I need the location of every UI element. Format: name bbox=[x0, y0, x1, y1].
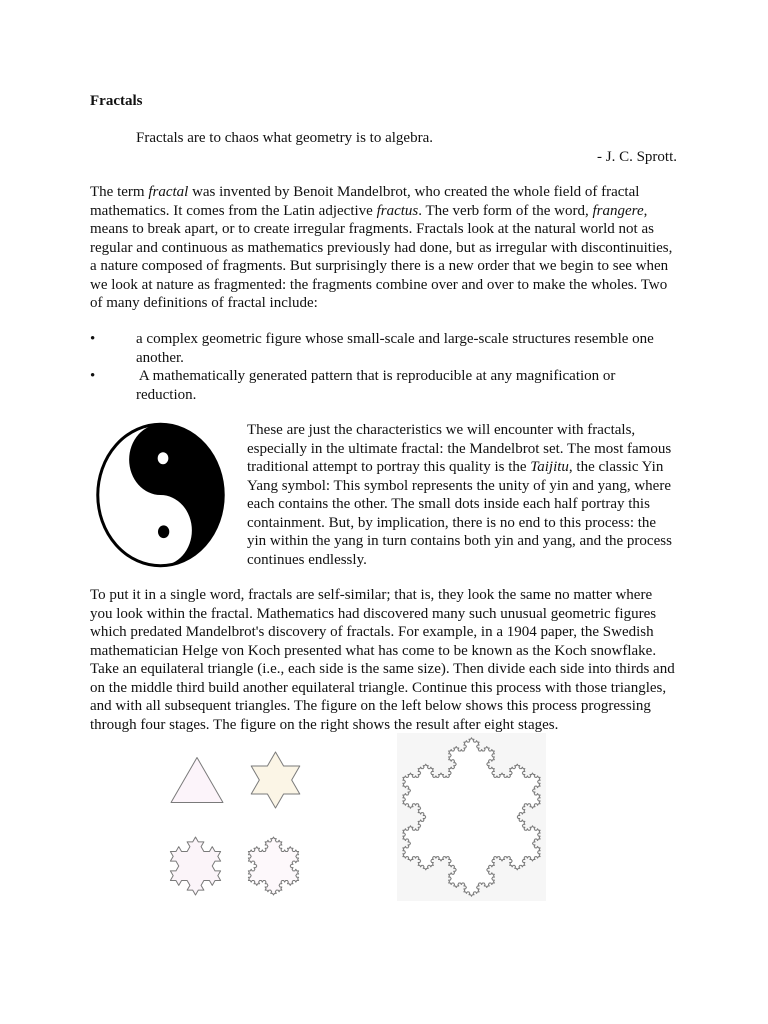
page-title: Fractals bbox=[90, 93, 143, 109]
koch-stage-figure bbox=[248, 751, 303, 809]
italic-term: fractal bbox=[148, 184, 189, 200]
koch-stage-figure bbox=[244, 836, 303, 896]
koch-paragraph bbox=[90, 586, 675, 734]
text-run: was invented by Benoit Mandelbrot, who created the whole field of fractal bbox=[188, 184, 640, 200]
definition-list bbox=[90, 330, 690, 404]
paragraph-line: regular and continuous as mathematics previously had done, but as irregular with discontinuities, bbox=[90, 239, 673, 256]
text-run: . The verb form of the word, bbox=[418, 202, 593, 219]
paragraph-line: To put it in a single word, fractals are self-similar; that is, they look the same no matter where bbox=[90, 587, 653, 603]
koch-outline bbox=[251, 752, 300, 808]
paragraph-line: through four stages. The figure on the right shows the result after eight stages. bbox=[90, 716, 559, 733]
paragraph-line: on the middle third build another equilateral triangle. Continue this process with those triangles, bbox=[90, 679, 667, 696]
bullet-marker: • bbox=[90, 331, 96, 347]
paragraph-line: especially in the ultimate fractal: the Mandelbrot set. The most famous bbox=[247, 440, 672, 457]
text-run: The term bbox=[90, 184, 149, 200]
italic-term: Taijitu bbox=[530, 459, 569, 475]
definition-line: A mathematically generated pattern that is reproducible at any magnification or bbox=[136, 368, 616, 384]
bullet-marker: • bbox=[90, 368, 96, 384]
text-run: , bbox=[643, 202, 648, 219]
paragraph-line: each contains the other. The small dots inside each half portray this bbox=[247, 496, 650, 512]
yin-yang-symbol bbox=[94, 420, 227, 570]
paragraph-line bbox=[90, 183, 672, 202]
paragraph-line: we look at nature as fragmented: the fragments combine over and over to make the wholes. Two bbox=[90, 276, 668, 293]
koch-snowflake-figure bbox=[400, 735, 543, 899]
paragraph-line: a nature composed of fragments. But surprisingly there is a new order that we begin to see when bbox=[90, 258, 669, 274]
intro-paragraph bbox=[90, 183, 672, 313]
paragraph-line: and with all subsequent triangles. The figure on the left below shows this process progressing bbox=[90, 698, 651, 714]
paragraph-line: yin within the yang in turn contains both yin and yang, and the process bbox=[247, 533, 672, 549]
definition-text bbox=[136, 330, 690, 367]
definition-line: reduction. bbox=[136, 386, 197, 403]
koch-stage-figure bbox=[170, 755, 224, 805]
paragraph-line: means to break apart, or to create irregular fragments. Fractals look at the natural world not as bbox=[90, 221, 654, 237]
paragraph-line: of many definitions of fractal include: bbox=[90, 295, 318, 311]
text-run: traditional attempt to portray this quality is the bbox=[247, 459, 531, 475]
koch-outline bbox=[170, 837, 220, 895]
koch-outline bbox=[248, 837, 298, 895]
koch-outline bbox=[171, 758, 223, 803]
paragraph-line: mathematician Helge von Koch presented what has come to be known as the Koch snowflake. bbox=[90, 642, 657, 659]
epigraph-quote: Fractals are to chaos what geometry is to algebra. bbox=[136, 130, 433, 146]
definition-line: a complex geometric figure whose small-scale and large-scale structures resemble one bbox=[136, 331, 654, 347]
definition-line: another. bbox=[136, 349, 184, 366]
text-run: mathematics. It comes from the Latin adjective bbox=[90, 202, 377, 219]
paragraph-line: which predated Mandelbrot's discovery of fractals. For example, in a 1904 paper, the Swedish bbox=[90, 624, 654, 640]
paragraph-line bbox=[247, 458, 672, 477]
paragraph-line: Take an equilateral triangle (i.e., each side is the same size). Then divide each side into thirds and bbox=[90, 661, 675, 677]
koch-outline bbox=[403, 738, 540, 897]
italic-term: frangere bbox=[592, 202, 644, 219]
paragraph-line: continues endlessly. bbox=[247, 551, 367, 568]
definition-item bbox=[90, 367, 690, 404]
paragraph-line bbox=[90, 202, 672, 221]
koch-stage-figure bbox=[166, 836, 225, 896]
definition-item bbox=[90, 330, 690, 367]
italic-term: fractus bbox=[376, 202, 419, 219]
paragraph-line: containment. But, by implication, there is no end to this process: the bbox=[247, 514, 657, 531]
paragraph-line: These are just the characteristics we will encounter with fractals, bbox=[247, 422, 636, 438]
text-run: , the classic Yin bbox=[568, 459, 664, 475]
paragraph-line: Yang symbol: This symbol represents the unity of yin and yang, where bbox=[247, 477, 671, 494]
definition-text bbox=[136, 367, 690, 404]
yang-dot bbox=[158, 452, 169, 464]
yin-dot bbox=[158, 525, 169, 538]
epigraph-attribution: - J. C. Sprott. bbox=[596, 149, 677, 165]
paragraph-line: you look within the fractal. Mathematics had discovered many such unusual geometric figures bbox=[90, 605, 657, 622]
taijitu-paragraph bbox=[247, 421, 672, 569]
